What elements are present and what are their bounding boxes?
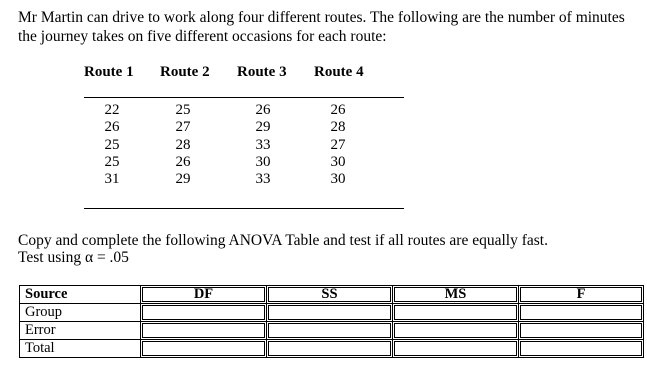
empty-cell [267, 304, 393, 322]
empty-cell [519, 340, 644, 358]
ss-header: SS [267, 286, 393, 304]
route-3-column [248, 102, 278, 188]
route-1-value: 26 [104, 119, 120, 136]
empty-cell [519, 304, 644, 322]
intro-text: Mr Martin can drive to work along four different routes. The following are the number of minutes the journey takes on five different occasions for each route: [18, 9, 625, 45]
empty-cell [519, 322, 644, 340]
top-rule [84, 97, 404, 98]
ms-header: MS [393, 286, 519, 304]
route-4-value: 28 [330, 119, 346, 136]
anova-table [19, 285, 644, 358]
anova-row-error [20, 322, 644, 340]
route-3-value: 33 [255, 171, 271, 188]
route-3-value: 30 [255, 153, 271, 170]
anova-row-total [20, 340, 644, 358]
route-4-value: 30 [330, 153, 346, 170]
route-3-value: 33 [255, 136, 271, 153]
route-2-value: 27 [175, 119, 191, 136]
route-2-header: Route 2 [160, 64, 210, 80]
df-header: DF [141, 286, 267, 304]
f-header: F [519, 286, 644, 304]
route-3-header: Route 3 [237, 64, 287, 80]
route-1-header: Route 1 [84, 64, 134, 80]
route-1-value: 22 [104, 102, 120, 118]
route-4-value: 30 [330, 171, 346, 188]
instruction-line-2: Test using α = .05 [18, 249, 129, 266]
empty-cell [393, 340, 519, 358]
route-2-value: 28 [175, 136, 191, 153]
anova-header-row [20, 286, 644, 304]
route-2-value: 26 [175, 153, 191, 170]
route-3-value: 29 [255, 119, 271, 136]
empty-cell [393, 322, 519, 340]
instruction-line-1: Copy and complete the following ANOVA Table and test if all routes are equally fast. [18, 232, 548, 249]
bottom-rule [84, 208, 404, 209]
route-1-value: 25 [104, 136, 120, 153]
empty-cell [141, 322, 267, 340]
row-label-error: Error [20, 322, 141, 340]
empty-cell [267, 322, 393, 340]
route-4-header: Route 4 [314, 64, 364, 80]
row-label-total: Total [20, 340, 141, 358]
route-4-column [323, 102, 353, 188]
route-4-value: 27 [330, 136, 346, 153]
source-header: Source [20, 286, 141, 304]
empty-cell [393, 304, 519, 322]
route-1-value: 31 [104, 171, 120, 188]
instruction-text [18, 232, 628, 266]
route-2-value: 29 [175, 171, 191, 188]
route-1-value: 25 [104, 153, 120, 170]
route-4-value: 26 [330, 102, 346, 118]
route-1-column [97, 102, 127, 188]
route-3-value: 26 [255, 102, 271, 118]
anova-row-group [20, 304, 644, 322]
row-label-group: Group [20, 304, 141, 322]
route-2-column [168, 102, 198, 188]
empty-cell [141, 340, 267, 358]
empty-cell [141, 304, 267, 322]
empty-cell [267, 340, 393, 358]
route-2-value: 25 [175, 102, 191, 118]
